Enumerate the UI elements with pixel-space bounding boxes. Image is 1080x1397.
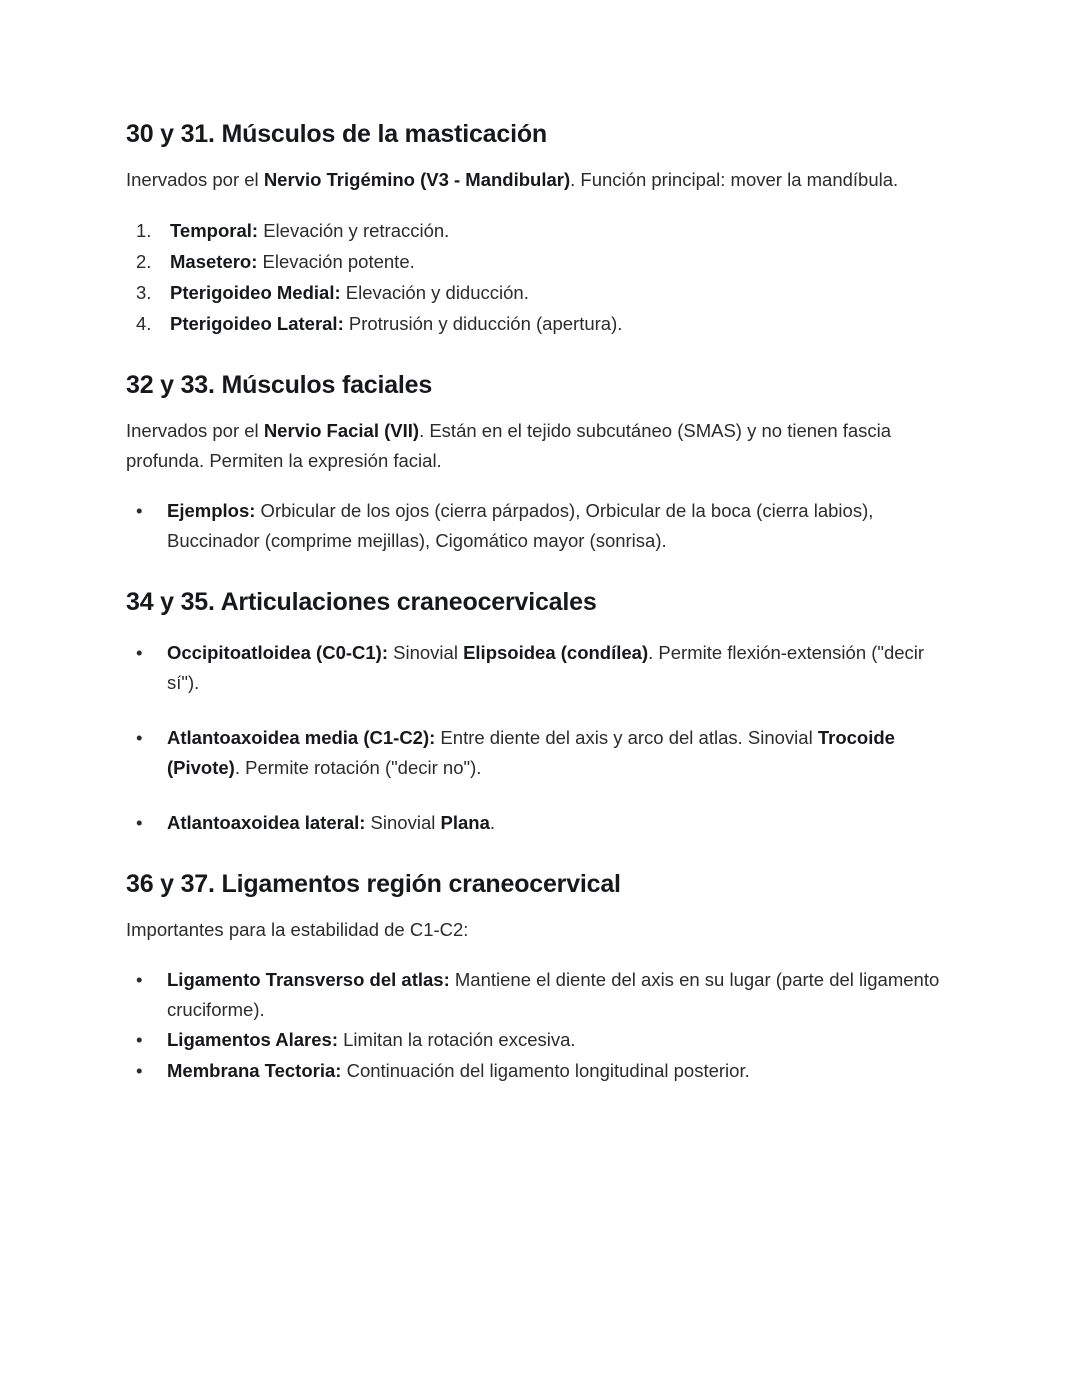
- list-articulaciones: [126, 638, 958, 838]
- list-item: [126, 638, 958, 698]
- list-item: [126, 1056, 958, 1086]
- list-item-description: Protrusión y diducción (apertura).: [343, 313, 623, 335]
- list-item-term: Atlantoaxoidea lateral:: [167, 812, 366, 834]
- list-item-description-part1: Entre diente del axis y arco del atlas. Sinovial: [435, 727, 818, 749]
- document-content: [126, 118, 958, 1086]
- bullet-icon: •: [136, 812, 143, 834]
- bullet-icon: •: [136, 727, 143, 749]
- intro-text-before: Inervados por el: [126, 419, 264, 441]
- section-intro-faciales: [126, 416, 958, 476]
- list-item-description: Mantiene el diente del axis en su lugar (parte del ligamento cruciforme).: [167, 968, 940, 1020]
- intro-text-bold: Nervio Facial (VII): [263, 419, 420, 441]
- list-item-term: Atlantoaxoidea media (C1-C2):: [167, 727, 436, 749]
- list-item: [126, 309, 958, 339]
- list-item: [126, 247, 958, 277]
- list-item-term: Ligamentos Alares:: [167, 1029, 338, 1051]
- list-item-term: Pterigoideo Lateral:: [170, 313, 344, 335]
- list-item-description-part1: Sinovial: [388, 642, 464, 664]
- list-item: [126, 965, 958, 1025]
- list-item-description: Limitan la rotación excesiva.: [338, 1029, 576, 1051]
- list-item: [126, 1025, 958, 1055]
- list-item-term: Temporal:: [170, 220, 259, 242]
- list-item-description-part2: . Permite flexión-extensión ("decir sí").: [167, 642, 925, 694]
- intro-text-bold: Nervio Trigémino (V3 - Mandibular): [263, 168, 571, 190]
- list-ejemplos-faciales: [126, 496, 958, 556]
- list-item: [126, 216, 958, 246]
- intro-text-after: . Están en el tejido subcutáneo (SMAS) y no tienen fascia profunda. Permiten la expresión facial.: [126, 419, 892, 471]
- list-marker: 2.: [136, 251, 152, 273]
- list-item-term: Pterigoideo Medial:: [170, 282, 341, 304]
- list-ligamentos: [126, 965, 958, 1087]
- bullet-icon: •: [136, 499, 143, 521]
- list-item-term: Ligamento Transverso del atlas:: [167, 968, 450, 990]
- list-item: [126, 808, 958, 838]
- list-marker: 1.: [136, 220, 152, 242]
- list-item-emphasis: Trocoide (Pivote): [167, 727, 895, 779]
- list-marker: 4.: [136, 313, 152, 335]
- section-articulaciones: [126, 586, 958, 838]
- list-item-term: Ejemplos:: [167, 499, 256, 521]
- list-item-emphasis: Elipsoidea (condílea): [463, 642, 649, 664]
- list-item-description: Continuación del ligamento longitudinal posterior.: [341, 1060, 750, 1082]
- list-item-emphasis: Plana: [440, 812, 490, 834]
- list-item-description: Elevación y diducción.: [340, 282, 529, 304]
- bullet-icon: •: [136, 1029, 143, 1051]
- bullet-icon: •: [136, 642, 143, 664]
- section-heading-ligamentos: 36 y 37. Ligamentos región craneocervical: [126, 870, 621, 899]
- list-item-term: Membrana Tectoria:: [167, 1060, 342, 1082]
- bullet-icon: •: [136, 1060, 143, 1082]
- list-item-description-part2: .: [489, 812, 495, 834]
- list-item-description: Elevación potente.: [257, 251, 415, 273]
- bullet-icon: •: [136, 968, 143, 990]
- list-musculos-masticacion: [126, 216, 958, 339]
- list-marker: 3.: [136, 282, 152, 304]
- list-item-description-part2: . Permite rotación ("decir no").: [234, 757, 482, 779]
- list-item: [126, 278, 958, 308]
- section-intro-masticacion: [126, 165, 958, 195]
- section-musculos-faciales: [126, 369, 958, 555]
- list-item: [126, 723, 958, 783]
- list-item-description: Orbicular de los ojos (cierra párpados), Orbicular de la boca (cierra labios), Buccinador (comprime mejillas), Cigomático mayor (sonrisa).: [167, 499, 874, 551]
- section-heading-articulaciones: 34 y 35. Articulaciones craneocervicales: [126, 587, 597, 616]
- section-heading-faciales: 32 y 33. Músculos faciales: [126, 371, 433, 400]
- intro-text-after: . Función principal: mover la mandíbula.: [570, 168, 899, 190]
- section-masticacion: [126, 118, 958, 339]
- section-heading-masticacion: 30 y 31. Músculos de la masticación: [126, 120, 547, 148]
- list-item-description: Elevación y retracción.: [258, 220, 450, 242]
- list-item: [126, 496, 958, 556]
- section-ligamentos: [126, 868, 958, 1086]
- list-item-description-part1: Sinovial: [365, 812, 441, 834]
- list-item-term: Masetero:: [170, 251, 258, 273]
- intro-text-before: Inervados por el: [126, 168, 264, 190]
- list-item-term: Occipitoatloidea (C0-C1):: [167, 642, 388, 664]
- section-intro-ligamentos: Importantes para la estabilidad de C1-C2:: [126, 918, 469, 940]
